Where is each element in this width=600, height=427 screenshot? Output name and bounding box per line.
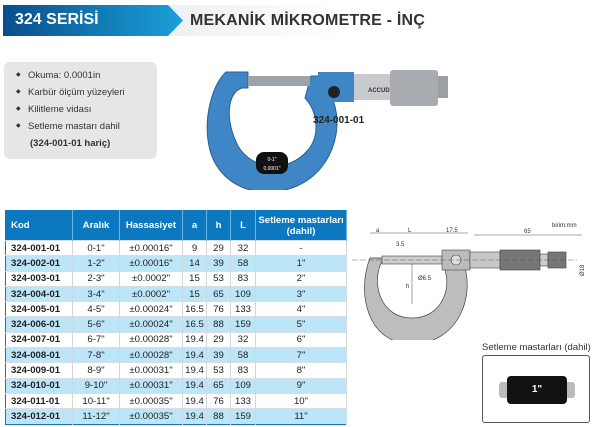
dim-3-5: 3.5 (396, 242, 405, 248)
table-cell: ±0.00031" (120, 363, 183, 378)
table-cell: 324-008-01 (6, 348, 73, 363)
table-cell: 7-8" (73, 348, 120, 363)
table-cell: 4" (256, 302, 347, 317)
table-row (6, 348, 347, 363)
table-cell: 9" (256, 378, 347, 393)
feature-item: ◆ Setleme mastarı dahil (16, 121, 157, 138)
table-row (6, 409, 347, 424)
table-cell: 65 (207, 286, 231, 301)
table-row (6, 271, 347, 286)
table-cell: 88 (207, 317, 231, 332)
table-cell: 109 (231, 378, 256, 393)
table-cell: 324-010-01 (6, 378, 73, 393)
table-cell: 88 (207, 409, 231, 424)
dim-dia-6-5: Ø6.5 (418, 276, 432, 282)
table-row (6, 332, 347, 347)
table-cell: 324-011-01 (6, 393, 73, 408)
dim-l: L (408, 228, 412, 234)
table-cell: 324-005-01 (6, 302, 73, 317)
table-header-row (6, 211, 347, 241)
table-cell: 39 (207, 256, 231, 271)
table-cell: 133 (231, 393, 256, 408)
table-cell: - (256, 241, 347, 256)
dim-h: h (406, 284, 410, 290)
table-row (6, 302, 347, 317)
table-cell: ±0.00016" (120, 256, 183, 271)
table-cell: ±0.00031" (120, 378, 183, 393)
table-cell: 83 (231, 363, 256, 378)
table-cell: 324-012-01 (6, 409, 73, 424)
table-cell: 9-10" (73, 378, 120, 393)
table-cell: 76 (207, 302, 231, 317)
table-cell: 16.5 (183, 302, 207, 317)
table-cell: ±0.00016" (120, 241, 183, 256)
table-cell: 76 (207, 393, 231, 408)
column-header: Kod (6, 211, 73, 241)
column-header: L (231, 211, 256, 241)
table-cell: ±0.0002" (120, 286, 183, 301)
table-cell: 324-009-01 (6, 363, 73, 378)
table-cell: 3-4" (73, 286, 120, 301)
table-cell: 58 (231, 256, 256, 271)
table-cell: 32 (231, 332, 256, 347)
table-cell: 7" (256, 348, 347, 363)
column-header: h (207, 211, 231, 241)
table-cell: 19.4 (183, 363, 207, 378)
table-cell: ±0.00024" (120, 317, 183, 332)
table-row (6, 317, 347, 332)
table-cell: 324-006-01 (6, 317, 73, 332)
table-cell: 15 (183, 271, 207, 286)
table-cell: 19.4 (183, 332, 207, 347)
table-cell: 109 (231, 286, 256, 301)
table-cell: 11-12" (73, 409, 120, 424)
feature-item: ◆ Karbür ölçüm yüzeyleri (16, 87, 157, 104)
table-cell: 5" (256, 317, 347, 332)
table-cell: 6" (256, 332, 347, 347)
dim-65: 65 (524, 229, 531, 235)
table-row (6, 286, 347, 301)
table-cell: 29 (207, 332, 231, 347)
table-cell: 133 (231, 302, 256, 317)
feature-note: (324-001-01 hariç) (30, 138, 111, 149)
dimension-drawing (352, 220, 592, 340)
table-cell: 6-7" (73, 332, 120, 347)
table-cell: 29 (207, 241, 231, 256)
table-cell: 32 (231, 241, 256, 256)
table-cell: 324-007-01 (6, 332, 73, 347)
table-cell: 83 (231, 271, 256, 286)
table-cell: 14 (183, 256, 207, 271)
table-cell: 4-5" (73, 302, 120, 317)
table-cell: 19.4 (183, 378, 207, 393)
column-header: Setleme mastarları (dahil) (256, 211, 347, 241)
table-cell: 53 (207, 363, 231, 378)
product-code-label: 324-001-01 (313, 115, 365, 126)
dim-17-5: 17.5 (446, 228, 458, 234)
table-cell: 9 (183, 241, 207, 256)
table-cell: 2" (256, 271, 347, 286)
plate-reading: 0.0001" (263, 166, 281, 172)
table-cell: ±0.0002" (120, 271, 183, 286)
table-cell: 15 (183, 286, 207, 301)
table-cell: 65 (207, 378, 231, 393)
column-header: Hassasiyet (120, 211, 183, 241)
table-cell: 324-004-01 (6, 286, 73, 301)
gauge-value: 1" (507, 376, 567, 404)
table-cell: 8" (256, 363, 347, 378)
feature-list (4, 62, 157, 159)
table-cell: 2-3" (73, 271, 120, 286)
table-cell: ±0.00028" (120, 332, 183, 347)
spec-table (5, 210, 347, 425)
column-header: Aralık (73, 211, 120, 241)
dim-a: a (376, 228, 380, 234)
table-cell: 159 (231, 317, 256, 332)
table-row (6, 393, 347, 408)
table-cell: 10-11" (73, 393, 120, 408)
table-cell: 58 (231, 348, 256, 363)
table-cell: 324-001-01 (6, 241, 73, 256)
dim-dia-18: Ø18 (580, 264, 586, 276)
feature-item: ◆ Okuma: 0.0001in (16, 70, 157, 87)
brand-logo: ACCUD (368, 88, 390, 94)
table-row (6, 378, 347, 393)
table-cell: 19.4 (183, 348, 207, 363)
table-cell: 53 (207, 271, 231, 286)
table-cell: 5-6" (73, 317, 120, 332)
table-cell: ±0.00035" (120, 393, 183, 408)
table-cell: 19.4 (183, 409, 207, 424)
table-row (6, 241, 347, 256)
series-title: 324 SERİSİ (15, 11, 99, 28)
table-cell: 10" (256, 393, 347, 408)
table-cell: 324-002-01 (6, 256, 73, 271)
table-cell: 159 (231, 409, 256, 424)
unit-label: birim:mm (552, 223, 577, 229)
table-cell: 16.5 (183, 317, 207, 332)
table-cell: 1" (256, 256, 347, 271)
table-cell: 324-003-01 (6, 271, 73, 286)
page-title: MEKANİK MİKROMETRE - İNÇ (190, 12, 426, 29)
setting-gauge-image (482, 355, 590, 423)
table-cell: ±0.00035" (120, 409, 183, 424)
table-cell: 19.4 (183, 393, 207, 408)
table-row (6, 256, 347, 271)
table-cell: ±0.00024" (120, 302, 183, 317)
table-cell: 39 (207, 348, 231, 363)
table-cell: 0-1" (73, 241, 120, 256)
table-cell: ±0.00028" (120, 348, 183, 363)
plate-range: 0-1" (267, 157, 277, 163)
table-cell: 3" (256, 286, 347, 301)
table-cell: 8-9" (73, 363, 120, 378)
column-header: a (183, 211, 207, 241)
gauge-label: Setleme mastarları (dahil) (482, 342, 591, 353)
table-cell: 1-2" (73, 256, 120, 271)
table-cell: 11" (256, 409, 347, 424)
table-row (6, 363, 347, 378)
feature-item: ◆ Kilitleme vidası (16, 104, 157, 121)
